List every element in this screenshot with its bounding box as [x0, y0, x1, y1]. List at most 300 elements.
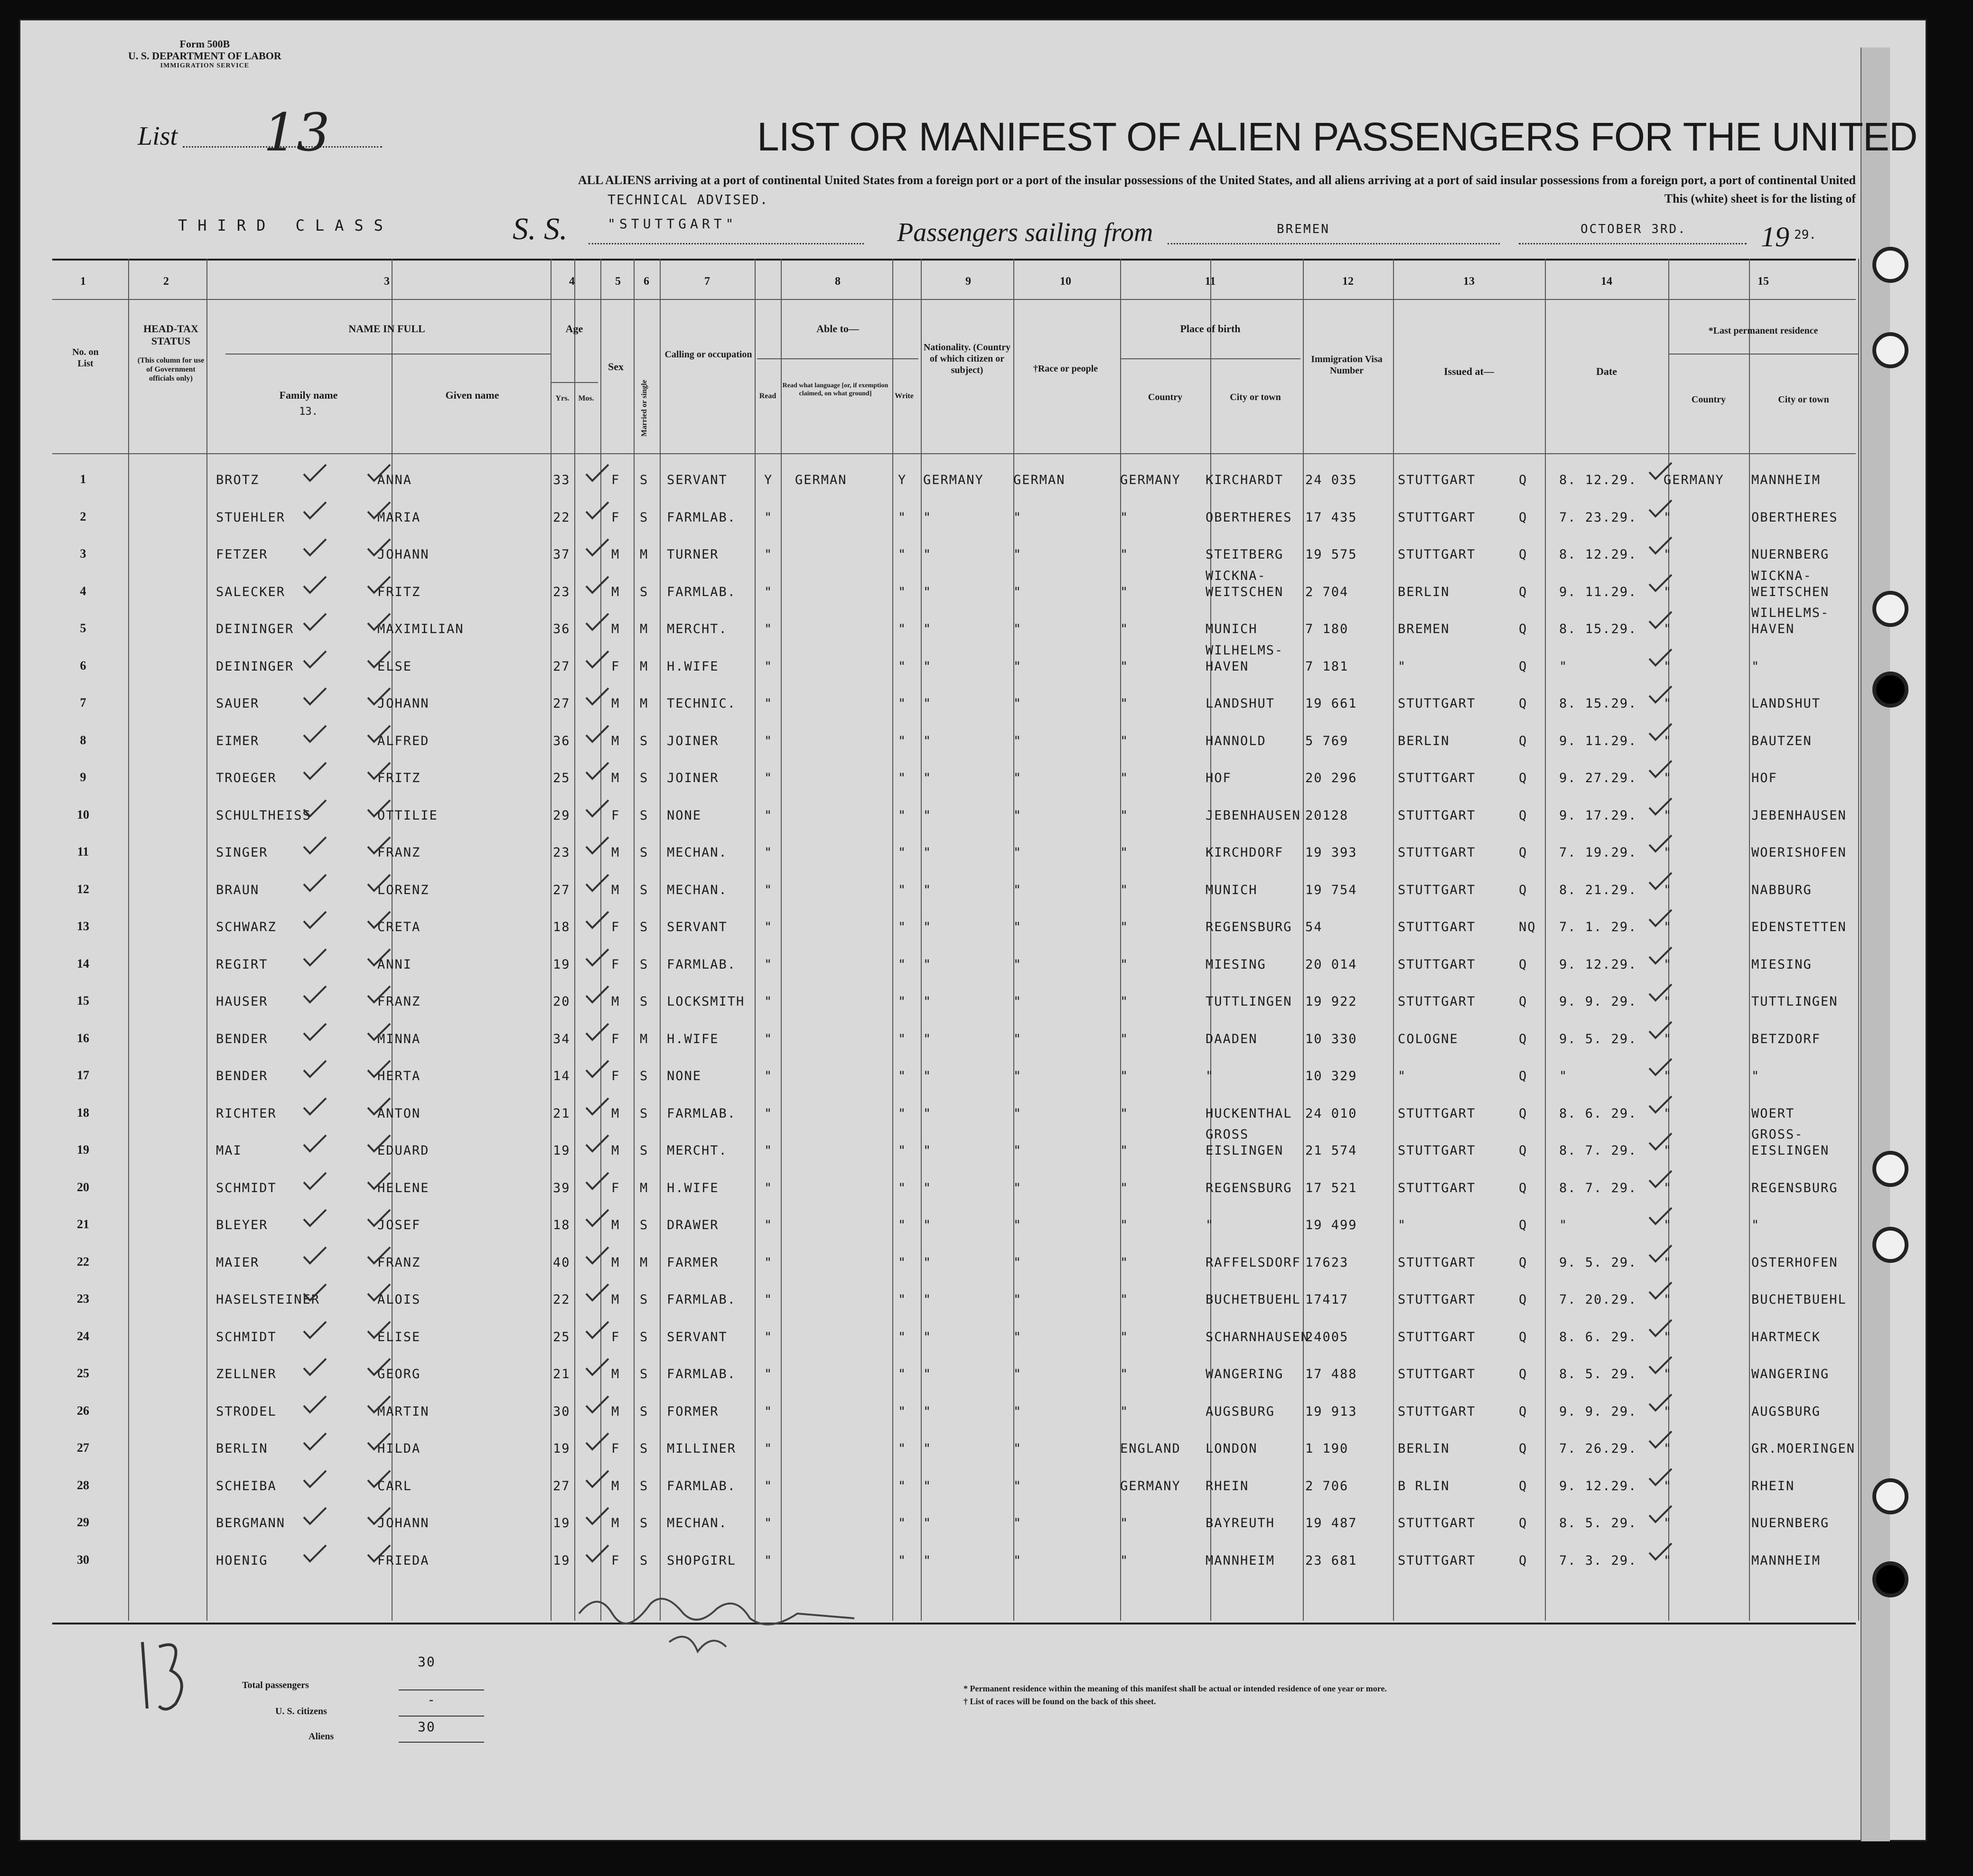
cell-visa: 19 754: [1305, 882, 1357, 897]
cell-q: Q: [1519, 1143, 1528, 1158]
cell-visa: 19 487: [1305, 1516, 1357, 1531]
cell-sex: M: [611, 1143, 620, 1158]
cell-write: ": [898, 547, 907, 562]
header-years: Yrs.: [555, 394, 570, 402]
cell-bcountry: ": [1120, 659, 1129, 674]
cell-age: 23: [553, 584, 570, 599]
cell-issued: STUTTGART: [1398, 994, 1476, 1009]
cell-race: ": [1013, 584, 1022, 599]
cell-age: 27: [553, 659, 570, 674]
cell-sex: M: [611, 1218, 620, 1232]
cell-age: 20: [553, 994, 570, 1009]
pencil-check-mark: [584, 1283, 610, 1302]
cell-read: ": [764, 733, 773, 748]
cell-date: 8. 15.29.: [1559, 622, 1637, 636]
cell-family: BERLIN: [216, 1441, 268, 1456]
pencil-check-mark: [301, 1209, 327, 1228]
row-number: 17: [77, 1068, 89, 1082]
cell-occ: H.WIFE: [667, 1031, 719, 1046]
cell-rcountry: ": [1664, 1516, 1673, 1531]
cell-ms: S: [640, 845, 649, 860]
cell-q: Q: [1519, 1292, 1528, 1307]
cell-family: SCHEIBA: [216, 1478, 277, 1493]
cell-bcity: SCHARNHAUSEN: [1206, 1329, 1310, 1344]
cell-q: Q: [1519, 1478, 1528, 1493]
pencil-check-mark: [584, 1432, 610, 1451]
aliens-value: 30: [418, 1719, 436, 1735]
cell-family: BROTZ: [216, 473, 260, 487]
cell-ms: S: [640, 510, 649, 525]
cell-q: Q: [1519, 994, 1528, 1009]
cell-q: Q: [1519, 1031, 1528, 1046]
cell-occ: H.WIFE: [667, 1180, 719, 1195]
header-race: †Race or people: [1033, 364, 1098, 374]
pencil-check-mark: [1647, 685, 1673, 704]
cell-age: 29: [553, 808, 570, 823]
cell-q: Q: [1519, 547, 1528, 562]
pencil-check-mark: [365, 799, 392, 818]
cell-family: DEININGER: [216, 659, 294, 674]
us-citizens-value: -: [427, 1692, 436, 1708]
cell-rcity: GROSS- EISLINGEN: [1751, 1127, 1830, 1158]
cell-given: MARIA: [377, 510, 421, 525]
pencil-check-mark: [1647, 1058, 1673, 1077]
column-divider: [128, 259, 129, 1621]
cell-given: MARTIN: [377, 1404, 430, 1419]
cell-race: ": [1013, 1106, 1022, 1121]
cell-rcountry: ": [1664, 1441, 1673, 1456]
header-visa-number: Immigration Visa Number: [1311, 354, 1383, 376]
cell-race: ": [1013, 659, 1022, 674]
cell-age: 34: [553, 1031, 570, 1046]
cell-sex: F: [611, 1441, 620, 1456]
cell-bcity: LANDSHUT: [1206, 696, 1275, 711]
cell-given: GEORG: [377, 1367, 421, 1381]
pencil-check-mark: [584, 1097, 610, 1116]
pencil-check-mark: [584, 687, 610, 706]
row-number: 30: [77, 1552, 89, 1567]
cell-date: 8. 12.29.: [1559, 547, 1637, 562]
cell-age: 37: [553, 547, 570, 562]
header-nationality: Nationality. (Country of which citizen or subject): [923, 342, 1011, 375]
cell-visa: 17623: [1305, 1255, 1349, 1270]
cell-visa: 23 681: [1305, 1553, 1357, 1568]
pencil-check-mark: [584, 650, 610, 669]
column-divider: [660, 259, 661, 1621]
cell-read: ": [764, 845, 773, 860]
row-divider: [225, 354, 551, 355]
cell-rcity: REGENSBURG: [1751, 1180, 1838, 1195]
cell-q: Q: [1519, 1516, 1528, 1531]
pencil-check-mark: [1647, 797, 1673, 816]
cell-q: Q: [1519, 659, 1528, 674]
cell-bcity: HOF: [1206, 771, 1232, 785]
cell-given: FRITZ: [377, 771, 421, 785]
pencil-check-mark: [584, 911, 610, 930]
cell-occ: TECHNIC.: [667, 696, 737, 711]
cell-nat: ": [923, 696, 932, 711]
cell-family: REGIRT: [216, 957, 268, 972]
pencil-check-mark: [301, 1134, 327, 1153]
column-divider: [600, 259, 601, 1621]
cell-issued: STUTTGART: [1398, 510, 1476, 525]
cell-rcity: BETZDORF: [1751, 1031, 1821, 1046]
cell-nat: ": [923, 1106, 932, 1121]
row-divider: [551, 382, 598, 383]
cell-occ: MECHAN.: [667, 845, 728, 860]
cell-nat: ": [923, 957, 932, 972]
cell-given: MAXIMILIAN: [377, 622, 464, 636]
cell-given: FRANZ: [377, 845, 421, 860]
cell-bcountry: ": [1120, 622, 1129, 636]
cell-bcity: TUTTLINGEN: [1206, 994, 1292, 1009]
cell-bcountry: ": [1120, 1031, 1129, 1046]
cell-issued: COLOGNE: [1398, 1031, 1459, 1046]
cell-sex: M: [611, 1516, 620, 1531]
row-number: 10: [77, 807, 89, 821]
cell-sex: M: [611, 1292, 620, 1307]
pencil-check-mark: [1647, 1356, 1673, 1375]
cell-ms: M: [640, 547, 649, 562]
cell-visa: 17 435: [1305, 510, 1357, 525]
cell-rcity: WICKNA- WEITSCHEN: [1751, 568, 1830, 599]
cell-nat: ": [923, 1367, 932, 1381]
us-citizens-line: [399, 1716, 484, 1717]
pencil-check-mark: [1647, 909, 1673, 928]
cell-family: FETZER: [216, 547, 268, 562]
cell-family: TROEGER: [216, 771, 277, 785]
column-number: 5: [615, 275, 621, 288]
cell-occ: SERVANT: [667, 1329, 728, 1344]
cell-write: ": [898, 1180, 907, 1195]
cell-sex: M: [611, 622, 620, 636]
cell-rcountry: ": [1664, 1143, 1673, 1158]
pencil-check-mark: [584, 1023, 610, 1042]
cell-visa: 19 661: [1305, 696, 1357, 711]
cell-date: 9. 27.29.: [1559, 771, 1637, 785]
cell-age: 22: [553, 510, 570, 525]
cell-read: ": [764, 1292, 773, 1307]
technical-note: TECHNICAL ADVISED.: [608, 192, 769, 207]
cell-ms: S: [640, 1478, 649, 1493]
cell-sex: M: [611, 1367, 620, 1381]
pencil-check-mark: [301, 1023, 327, 1042]
column-divider: [755, 259, 756, 1621]
cell-q: Q: [1519, 510, 1528, 525]
cell-rcountry: ": [1664, 1031, 1673, 1046]
cell-bcountry: ": [1120, 1069, 1129, 1083]
pencil-check-mark: [365, 538, 392, 557]
cell-race: ": [1013, 957, 1022, 972]
cell-family: MAIER: [216, 1255, 260, 1270]
pencil-check-mark: [301, 911, 327, 930]
cell-age: 23: [553, 845, 570, 860]
cell-rcity: TUTTLINGEN: [1751, 994, 1838, 1009]
header-name-in-full: NAME IN FULL: [348, 323, 425, 335]
pencil-check-mark: [301, 687, 327, 706]
cell-race: ": [1013, 622, 1022, 636]
cell-given: HELENE: [377, 1180, 430, 1195]
cell-read: ": [764, 584, 773, 599]
pencil-check-mark: [301, 799, 327, 818]
cell-issued: BERLIN: [1398, 584, 1450, 599]
cell-family: SCHMIDT: [216, 1180, 277, 1195]
pencil-check-mark: [584, 1060, 610, 1079]
cell-occ: TURNER: [667, 547, 719, 562]
column-number: 4: [569, 275, 575, 288]
pencil-check-mark: [1647, 1468, 1673, 1487]
column-number: 13: [1463, 275, 1475, 288]
cell-ms: S: [640, 1143, 649, 1158]
cell-rcountry: ": [1664, 882, 1673, 897]
cell-sex: M: [611, 1255, 620, 1270]
pencil-check-mark: [365, 1358, 392, 1377]
cell-rcity: MANNHEIM: [1751, 473, 1821, 487]
pencil-check-mark: [1647, 946, 1673, 965]
row-number: 14: [77, 956, 89, 971]
cell-bcity: RHEIN: [1206, 1478, 1249, 1493]
cell-given: ELISE: [377, 1329, 421, 1344]
service: IMMIGRATION SERVICE: [160, 62, 250, 69]
cell-race: ": [1013, 733, 1022, 748]
pencil-check-mark: [365, 1283, 392, 1302]
total-passengers-value: 30: [418, 1654, 436, 1670]
cell-write: ": [898, 1069, 907, 1083]
cell-read: ": [764, 1329, 773, 1344]
pencil-check-mark: [365, 911, 392, 930]
cell-date: 7. 26.29.: [1559, 1441, 1637, 1456]
column-number: 7: [704, 275, 710, 288]
pencil-check-mark: [301, 464, 327, 483]
cell-family: BRAUN: [216, 882, 260, 897]
row-number: 12: [77, 882, 89, 896]
cell-write: ": [898, 1031, 907, 1046]
row-number: 27: [77, 1441, 89, 1455]
cell-visa: 24 010: [1305, 1106, 1357, 1121]
cell-occ: LOCKSMITH: [667, 994, 745, 1009]
cell-bcity: MANNHEIM: [1206, 1553, 1275, 1568]
pencil-check-mark: [365, 687, 392, 706]
cell-nat: ": [923, 659, 932, 674]
cell-bcity: JEBENHAUSEN: [1206, 808, 1301, 823]
pencil-check-mark: [1647, 1170, 1673, 1189]
header-sex: Sex: [608, 361, 624, 373]
cell-write: ": [898, 1441, 907, 1456]
total-passengers-line: [399, 1689, 484, 1690]
cell-sex: M: [611, 733, 620, 748]
departure-date: OCTOBER 3RD.: [1580, 222, 1687, 236]
cell-date: 9. 9. 29.: [1559, 994, 1637, 1009]
cell-nat: ": [923, 1478, 932, 1493]
cell-read: ": [764, 771, 773, 785]
cell-race: ": [1013, 1255, 1022, 1270]
cell-write: ": [898, 1478, 907, 1493]
pencil-check-mark: [584, 613, 610, 632]
cell-visa: 19 922: [1305, 994, 1357, 1009]
cell-family: DEININGER: [216, 622, 294, 636]
cell-rcity: WILHELMS- HAVEN: [1751, 606, 1830, 636]
pencil-check-mark: [1647, 574, 1673, 593]
header-head-tax-note: (This column for use of Government officials only): [137, 356, 205, 383]
port-line: [1168, 243, 1500, 244]
pencil-check-mark: [365, 1507, 392, 1526]
cell-q: Q: [1519, 696, 1528, 711]
cell-sex: F: [611, 957, 620, 972]
cell-nat: ": [923, 882, 932, 897]
cell-nat: ": [923, 622, 932, 636]
cell-occ: MILLINER: [667, 1441, 737, 1456]
cell-visa: 5 769: [1305, 733, 1349, 748]
cell-issued: STUTTGART: [1398, 1180, 1476, 1195]
cell-write: ": [898, 1404, 907, 1419]
cell-age: 19: [553, 1441, 570, 1456]
cell-nat: GERMANY: [923, 473, 984, 487]
cell-ms: S: [640, 1218, 649, 1232]
cell-q: Q: [1519, 1441, 1528, 1456]
column-number: 12: [1342, 275, 1354, 288]
pencil-check-mark: [584, 1507, 610, 1526]
cell-rcountry: ": [1664, 1478, 1673, 1493]
cell-write: ": [898, 659, 907, 674]
cell-given: ALFRED: [377, 733, 430, 748]
pencil-check-mark: [365, 725, 392, 744]
cell-given: JOHANN: [377, 696, 430, 711]
cell-rcountry: ": [1664, 1218, 1673, 1232]
cell-ms: S: [640, 1441, 649, 1456]
cell-occ: JOINER: [667, 733, 719, 748]
cell-date: 7. 23.29.: [1559, 510, 1637, 525]
pencil-check-mark: [584, 464, 610, 483]
header-calling: Calling or occupation: [664, 349, 752, 360]
cell-q: Q: [1519, 1069, 1528, 1083]
cell-read: ": [764, 1367, 773, 1381]
pencil-check-mark: [365, 836, 392, 855]
cell-race: ": [1013, 994, 1022, 1009]
row-number: 4: [80, 584, 86, 598]
pencil-check-mark: [1647, 1281, 1673, 1300]
cell-ms: S: [640, 1069, 649, 1083]
pencil-check-mark: [365, 762, 392, 781]
cell-rcity: JEBENHAUSEN: [1751, 808, 1847, 823]
cell-read: ": [764, 1069, 773, 1083]
cell-visa: 19 393: [1305, 845, 1357, 860]
cell-issued: STUTTGART: [1398, 920, 1476, 934]
pencil-check-mark: [365, 1544, 392, 1563]
header-place-of-birth: Place of birth: [1180, 323, 1241, 335]
pencil-check-mark: [1647, 1505, 1673, 1524]
cell-date: 9. 11.29.: [1559, 733, 1637, 748]
cell-visa: 20 014: [1305, 957, 1357, 972]
pencil-check-mark: [584, 725, 610, 744]
cell-ms: M: [640, 696, 649, 711]
sailing-from-label: Passengers sailing from: [897, 218, 1153, 247]
column-divider: [551, 259, 552, 1621]
cell-read: ": [764, 1106, 773, 1121]
cell-sex: M: [611, 994, 620, 1009]
header-residence-country: Country: [1691, 394, 1726, 405]
cell-nat: ": [923, 994, 932, 1009]
us-citizens-label: U. S. citizens: [275, 1706, 327, 1717]
cell-visa: 24 035: [1305, 473, 1357, 487]
cell-date: 8. 5. 29.: [1559, 1367, 1637, 1381]
pencil-check-mark: [365, 1395, 392, 1414]
cell-read: ": [764, 882, 773, 897]
cell-race: ": [1013, 1143, 1022, 1158]
row-number: 9: [80, 770, 86, 784]
cell-read: ": [764, 1404, 773, 1419]
header-read: Read: [759, 392, 776, 400]
cell-issued: STUTTGART: [1398, 845, 1476, 860]
pencil-check-mark: [365, 576, 392, 595]
cell-issued: STUTTGART: [1398, 1255, 1476, 1270]
cell-nat: ": [923, 510, 932, 525]
pencil-check-mark: [1647, 1542, 1673, 1561]
cell-rcountry: GERMANY: [1664, 473, 1724, 487]
cell-issued: STUTTGART: [1398, 1404, 1476, 1419]
pencil-check-mark: [365, 1097, 392, 1116]
row-number: 1: [80, 472, 86, 486]
cell-age: 18: [553, 1218, 570, 1232]
cell-bcountry: ": [1120, 1180, 1129, 1195]
header-residence-city: City or town: [1778, 394, 1829, 405]
form-number: Form 500B: [179, 38, 230, 50]
cell-date: 8. 6. 29.: [1559, 1329, 1637, 1344]
cell-race: ": [1013, 1031, 1022, 1046]
cell-bcountry: ": [1120, 920, 1129, 934]
row-number: 11: [77, 845, 89, 859]
pencil-check-mark: [584, 1134, 610, 1153]
cell-race: ": [1013, 808, 1022, 823]
cell-rcity: OBERTHERES: [1751, 510, 1838, 525]
aliens-line: [399, 1742, 484, 1743]
cell-sex: F: [611, 1553, 620, 1568]
cell-family: SALECKER: [216, 584, 286, 599]
binder-hole: [1872, 1151, 1908, 1187]
header-family-name: Family name: [279, 389, 338, 401]
cell-write: ": [898, 622, 907, 636]
cell-given: FRANZ: [377, 994, 421, 1009]
cell-bcountry: ": [1120, 845, 1129, 860]
cell-given: CRETA: [377, 920, 421, 934]
cell-issued: STUTTGART: [1398, 771, 1476, 785]
row-number: 29: [77, 1515, 89, 1529]
cell-visa: 21 574: [1305, 1143, 1357, 1158]
cell-ms: S: [640, 1329, 649, 1344]
cell-nat: ": [923, 1031, 932, 1046]
column-number: 9: [965, 275, 971, 288]
cell-bcity: WANGERING: [1206, 1367, 1284, 1381]
cell-read: ": [764, 1180, 773, 1195]
row-number: 26: [77, 1403, 89, 1418]
cell-rcountry: ": [1664, 994, 1673, 1009]
binder-hole: [1872, 332, 1908, 368]
cell-visa: 7 180: [1305, 622, 1349, 636]
pencil-check-mark: [365, 464, 392, 483]
cell-ms: S: [640, 957, 649, 972]
column-number: 14: [1601, 275, 1612, 288]
cell-bcity: BUCHETBUEHL: [1206, 1292, 1301, 1307]
row-number: 18: [77, 1105, 89, 1120]
header-family-name-number: 13.: [299, 406, 318, 418]
cell-write: ": [898, 957, 907, 972]
pencil-check-mark: [584, 948, 610, 967]
cell-sex: M: [611, 771, 620, 785]
column-number: 6: [644, 275, 649, 288]
cell-read: ": [764, 957, 773, 972]
cell-given: HERTA: [377, 1069, 421, 1083]
column-divider: [781, 259, 782, 1621]
pencil-check-mark: [365, 1023, 392, 1042]
